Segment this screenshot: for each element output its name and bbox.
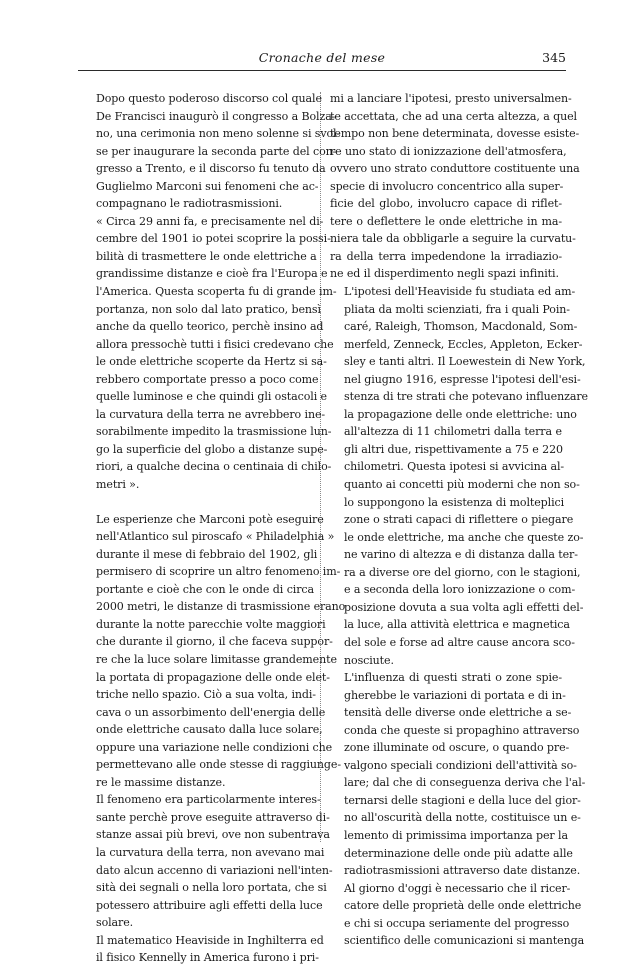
text-line: go la superficie del globo a distanze supe- — [96, 442, 328, 456]
text-line: solare. — [96, 916, 134, 930]
text-line: radiotrasmissioni attraverso date distanze. — [344, 864, 581, 878]
text-line: anche da quello teorico, perchè insino ad — [96, 320, 324, 334]
paragraph — [330, 669, 586, 880]
text-line: ovvero uno strato conduttore costituente una — [330, 162, 580, 176]
text-line: specie di involucro concentrico alla super- — [330, 179, 564, 193]
text-line: merfeld, Zenneck, Eccles, Appleton, Ecker- — [344, 337, 583, 351]
paragraph — [330, 90, 580, 283]
text-line: permettevano alle onde stesse di raggiunge- — [96, 758, 341, 772]
text-line: ra della terra impedendone la irradiazio- — [330, 249, 562, 263]
text-line: catore delle proprietà delle onde elettriche — [344, 899, 582, 913]
running-header-title: Cronache del mese — [258, 50, 386, 65]
text-line: Guglielmo Marconi sui fenomeni che ac- — [96, 179, 319, 193]
text-line: la luce, alla attività elettrica e magnetica — [344, 618, 570, 632]
text-line: sante perchè prove eseguite attraverso di- — [96, 810, 330, 824]
text-line: valgono speciali condizioni dell'attività so- — [344, 758, 577, 772]
text-line: portante e cioè che con le onde di circa — [96, 582, 314, 596]
text-line: cembre del 1901 io potei scoprire la possi- — [96, 232, 331, 246]
text-line: ternarsi delle stagioni e della luce del gior- — [344, 793, 581, 807]
text-line: potessero attribuire agli effetti della luce — [96, 898, 323, 912]
text-line: tensità delle diverse onde elettriche a se- — [344, 706, 572, 720]
text-line: niera tale da obbligarle a seguire la curvatu- — [330, 232, 576, 246]
text-line: sorabilmente impedito la trasmissione lun- — [96, 425, 332, 439]
text-line: caré, Raleigh, Thomson, Macdonald, Som- — [344, 320, 578, 334]
text-line: quelle luminose e che quindi gli ostacoli e — [96, 390, 327, 404]
text-line: lemento di primissima importanza per la — [344, 828, 568, 842]
text-line: ne varino di altezza e di distanza dalla ter- — [344, 548, 578, 562]
text-line: la curvatura della terra, non avevano mai — [96, 845, 325, 859]
text-line: sley e tanti altri. Il Loewestein di New York, — [344, 355, 586, 369]
text-line: Il matematico Heaviside in Inghilterra ed — [96, 933, 324, 947]
text-line: bilità di trasmettere le onde elettriche a — [96, 249, 317, 263]
paragraph — [330, 880, 585, 950]
text-line: sità dei segnali o nella loro portata, che si — [96, 881, 327, 895]
header-rule — [78, 70, 566, 71]
text-line: « Circa 29 anni fa, e precisamente nel di- — [96, 214, 324, 228]
text-line: chilometri. Questa ipotesi si avvicina al- — [344, 460, 565, 474]
text-line: stenza di tre strati che potevano influenzare — [344, 390, 588, 404]
text-line: gherebbe le variazioni di portata e di in- — [344, 688, 566, 702]
text-line: l'America. Questa scoperta fu di grande im- — [96, 285, 337, 299]
text-line: triche nello spazio. Ciò a sua volta, indi- — [96, 688, 316, 702]
text-line: Le esperienze che Marconi potè eseguire — [96, 512, 324, 526]
text-line: oppure una variazione nelle condizioni che — [96, 740, 333, 754]
text-line: che durante il giorno, il che faceva suppor- — [96, 635, 333, 649]
text-line: compagnano le radiotrasmissioni. — [96, 197, 283, 211]
text-line: L'influenza di questi strati o zone spie- — [344, 671, 562, 685]
text-line: se per inaugurare la seconda parte del con- — [96, 144, 337, 158]
running-header — [78, 46, 566, 76]
text-line: pliata da molti scienziati, fra i quali Poin- — [344, 302, 570, 316]
page-number: 345 — [542, 50, 566, 65]
text-line: 2000 metri, le distanze di trasmissione erano — [96, 600, 346, 614]
text-line: gresso a Trento, e il discorso fu tenuto da — [96, 162, 326, 176]
text-line: stanze assai più brevi, ove non subentrava — [96, 828, 330, 842]
text-line: ficie del globo, involucro capace di riflet- — [330, 197, 562, 211]
text-line: rebbero comportate presso a poco come — [96, 372, 319, 386]
paragraph — [82, 213, 337, 494]
text-line: le onde elettriche scoperte da Hertz si sa- — [96, 355, 327, 369]
text-line: del sole e forse ad altre cause ancora sco- — [344, 635, 575, 649]
text-line: permisero di scoprire un altro fenomeno im- — [96, 565, 341, 579]
text-line: nel giugno 1916, espresse l'ipotesi dell'esi- — [344, 372, 581, 386]
text-line: la curvatura della terra ne avrebbero ine- — [96, 407, 326, 421]
text-line: durante la notte parecchie volte maggiori — [96, 617, 326, 631]
text-line: Dopo questo poderoso discorso col quale — [96, 92, 322, 105]
text-line: te accettata, che ad una certa altezza, a quel — [330, 109, 577, 123]
paragraph — [330, 283, 588, 669]
text-line: e chi si occupa seriamente del progresso — [344, 916, 570, 930]
text-line: no all'oscurità della notte, costituisce un e- — [344, 811, 581, 825]
text-line: Il fenomeno era particolarmente interes- — [96, 793, 321, 807]
text-line: scientifico delle comunicazioni si mantenga — [344, 934, 585, 948]
text-line: mi a lanciare l'ipotesi, presto universalmen- — [330, 92, 572, 105]
text-line: re che la luce solare limitasse grandemente — [96, 652, 337, 666]
text-line: posizione dovuta a sua volta agli effetti del- — [344, 600, 584, 614]
text-line: dato alcun accenno di variazioni nell'inten- — [96, 863, 333, 877]
text-line: no, una cerimonia non meno solenne si svol- — [96, 127, 341, 141]
text-line: le onde elettriche, ma anche che queste zo- — [344, 530, 584, 544]
text-line: grandissime distanze e cioè fra l'Europa e — [96, 267, 328, 281]
text-line: quanto ai concetti più moderni che non so- — [344, 478, 580, 492]
text-line: Al giorno d'oggi è necessario che il ricer- — [344, 881, 571, 895]
text-line: metri ». — [96, 478, 140, 492]
text-line: ne ed il disperdimento negli spazi infiniti. — [330, 267, 559, 281]
text-line: durante il mese di febbraio del 1902, gli — [96, 547, 318, 561]
left-column — [82, 90, 346, 967]
text-line: determinazione delle onde più adatte alle — [344, 846, 573, 860]
text-line: lare; dal che di conseguenza deriva che l'al- — [344, 776, 586, 790]
text-line: re le massime distanze. — [96, 775, 226, 789]
text-line: onde elettriche causato dalla luce solare, — [96, 723, 323, 737]
text-line: L'ipotesi dell'Heaviside fu studiata ed am- — [344, 285, 576, 299]
paragraph — [82, 90, 341, 213]
text-line: De Francisci inaugurò il congresso a Bolza- — [96, 109, 336, 123]
text-line: nell'Atlantico sul piroscafo « Philadelphia » — [96, 530, 335, 544]
paragraph — [82, 932, 324, 967]
text-line: conda che queste si propaghino attraverso — [344, 723, 580, 737]
text-line: all'altezza di 11 chilometri dalla terra e — [344, 425, 562, 439]
text-line: gli altri due, rispettivamente a 75 e 220 — [344, 442, 563, 456]
text-line: zone illuminate od oscure, o quando pre- — [344, 741, 570, 755]
text-line: tempo non bene determinata, dovesse esiste- — [330, 127, 580, 141]
paragraph — [82, 511, 346, 792]
text-line: e a seconda della loro ionizzazione o com- — [344, 583, 576, 597]
text-line: la propagazione delle onde elettriche: uno — [344, 407, 577, 421]
text-line: allora pressochè tutti i fisici credevano che — [96, 337, 334, 351]
right-column — [330, 90, 588, 950]
text-line: riori, a qualche decina o centinaia di chilo- — [96, 460, 332, 474]
text-line: ra a diverse ore del giorno, con le stagioni, — [344, 565, 581, 579]
text-line: il fisico Kennelly in America furono i pri- — [96, 951, 319, 965]
paragraph — [82, 791, 333, 931]
text-line: portanza, non solo dal lato pratico, bensì — [96, 302, 321, 316]
text-line: cava o un assorbimento dell'energia delle — [96, 705, 326, 719]
text-line: zone o strati capaci di riflettere o piegare — [344, 513, 574, 527]
text-line: nosciute. — [344, 653, 394, 667]
text-line: tere o deflettere le onde elettriche in ma- — [330, 214, 562, 228]
text-line: lo suppongono la esistenza di molteplici — [344, 495, 565, 509]
text-line: re uno stato di ionizzazione dell'atmosfera, — [330, 144, 567, 158]
section-gap — [82, 494, 314, 511]
text-line: la portata di propagazione delle onde elet- — [96, 670, 330, 684]
